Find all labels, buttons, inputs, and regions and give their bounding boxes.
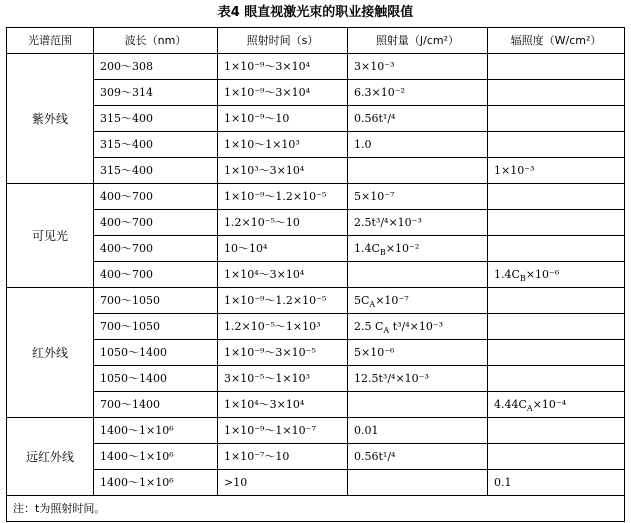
table-row bbox=[7, 392, 625, 418]
irradiance-cell bbox=[488, 106, 625, 132]
exposure-limits-table bbox=[6, 27, 625, 522]
exposure-time-cell: 1×10³～3×10⁴ bbox=[218, 158, 348, 184]
wavelength-cell: 309～314 bbox=[94, 80, 218, 106]
table-body bbox=[7, 54, 625, 496]
radiant-exposure-cell: 0.01 bbox=[348, 418, 488, 444]
irradiance-cell bbox=[488, 314, 625, 340]
exposure-time-cell: 1×10⁻⁹～3×10⁴ bbox=[218, 54, 348, 80]
table-row bbox=[7, 210, 625, 236]
header-row bbox=[7, 28, 625, 54]
radiant-exposure-cell: 0.56t¹/⁴ bbox=[348, 106, 488, 132]
table-title: 表4 眼直视激光束的职业接触限值 bbox=[217, 5, 414, 20]
exposure-time-cell: 1×10⁻⁷～10 bbox=[218, 444, 348, 470]
header-radiant-exposure: 照射量（J/cm²） bbox=[348, 28, 488, 54]
table-row bbox=[7, 262, 625, 288]
wavelength-cell: 315～400 bbox=[94, 132, 218, 158]
radiant-exposure-cell: 1.0 bbox=[348, 132, 488, 158]
table-row bbox=[7, 236, 625, 262]
exposure-time-cell: 1.2×10⁻⁵～1×10³ bbox=[218, 314, 348, 340]
spectrum-category-cell: 红外线 bbox=[7, 288, 94, 418]
table-row bbox=[7, 470, 625, 496]
exposure-time-cell: 1.2×10⁻⁵～10 bbox=[218, 210, 348, 236]
radiant-exposure-cell bbox=[348, 470, 488, 496]
header-wavelength: 波长（nm） bbox=[94, 28, 218, 54]
irradiance-cell bbox=[488, 366, 625, 392]
exposure-time-cell: 1×10⁻⁹～1.2×10⁻⁵ bbox=[218, 288, 348, 314]
radiant-exposure-cell: 12.5t³/⁴×10⁻³ bbox=[348, 366, 488, 392]
wavelength-cell: 700～1050 bbox=[94, 288, 218, 314]
table-row bbox=[7, 314, 625, 340]
wavelength-cell: 315～400 bbox=[94, 158, 218, 184]
wavelength-cell: 400～700 bbox=[94, 184, 218, 210]
exposure-time-cell: 1×10⁴～3×10⁴ bbox=[218, 392, 348, 418]
irradiance-cell bbox=[488, 418, 625, 444]
wavelength-cell: 1400～1×10⁶ bbox=[94, 418, 218, 444]
exposure-time-cell: 1×10⁻⁹～1.2×10⁻⁵ bbox=[218, 184, 348, 210]
exposure-time-cell: 1×10～1×10³ bbox=[218, 132, 348, 158]
table-row bbox=[7, 418, 625, 444]
irradiance-cell bbox=[488, 236, 625, 262]
radiant-exposure-cell: $1.4C_B\times 10^{-2}$ bbox=[348, 236, 488, 262]
exposure-time-cell: 1×10⁻⁹～3×10⁴ bbox=[218, 80, 348, 106]
table-row bbox=[7, 106, 625, 132]
radiant-exposure-cell bbox=[348, 158, 488, 184]
irradiance-cell bbox=[488, 444, 625, 470]
wavelength-cell: 700～1400 bbox=[94, 392, 218, 418]
table-row bbox=[7, 366, 625, 392]
irradiance-cell: 1×10⁻³ bbox=[488, 158, 625, 184]
exposure-time-cell: 1×10⁴～3×10⁴ bbox=[218, 262, 348, 288]
wavelength-cell: 1050～1400 bbox=[94, 366, 218, 392]
wavelength-cell: 1050～1400 bbox=[94, 340, 218, 366]
irradiance-cell bbox=[488, 340, 625, 366]
radiant-exposure-cell bbox=[348, 262, 488, 288]
irradiance-cell bbox=[488, 132, 625, 158]
radiant-exposure-cell: 2.5t³/⁴×10⁻³ bbox=[348, 210, 488, 236]
irradiance-cell: $4.44C_A\times 10^{-4}$ bbox=[488, 392, 625, 418]
exposure-time-cell: 1×10⁻⁹～10 bbox=[218, 106, 348, 132]
radiant-exposure-cell: $5C_A\times 10^{-7}$ bbox=[348, 288, 488, 314]
irradiance-cell: $1.4C_B\times 10^{-6}$ bbox=[488, 262, 625, 288]
exposure-time-cell: 1×10⁻⁹～3×10⁻⁵ bbox=[218, 340, 348, 366]
table-row bbox=[7, 80, 625, 106]
irradiance-cell bbox=[488, 184, 625, 210]
spectrum-category-cell: 远红外线 bbox=[7, 418, 94, 496]
exposure-time-cell: >10 bbox=[218, 470, 348, 496]
wavelength-cell: 400～700 bbox=[94, 262, 218, 288]
wavelength-cell: 1400～1×10⁶ bbox=[94, 444, 218, 470]
wavelength-cell: 200～308 bbox=[94, 54, 218, 80]
wavelength-cell: 700～1050 bbox=[94, 314, 218, 340]
radiant-exposure-cell: 5×10⁻⁶ bbox=[348, 340, 488, 366]
irradiance-cell: 0.1 bbox=[488, 470, 625, 496]
spectrum-category-cell: 紫外线 bbox=[7, 54, 94, 184]
irradiance-cell bbox=[488, 80, 625, 106]
table-row bbox=[7, 54, 625, 80]
table-row bbox=[7, 288, 625, 314]
table-row bbox=[7, 158, 625, 184]
spectrum-category-cell: 可见光 bbox=[7, 184, 94, 288]
irradiance-cell bbox=[488, 288, 625, 314]
irradiance-cell bbox=[488, 210, 625, 236]
table-row bbox=[7, 132, 625, 158]
radiant-exposure-cell bbox=[348, 392, 488, 418]
wavelength-cell: 315～400 bbox=[94, 106, 218, 132]
exposure-time-cell: 3×10⁻⁵～1×10³ bbox=[218, 366, 348, 392]
note-row bbox=[7, 496, 625, 522]
radiant-exposure-cell: 3×10⁻³ bbox=[348, 54, 488, 80]
header-exposure-time: 照射时间（s） bbox=[218, 28, 348, 54]
radiant-exposure-cell: 6.3×10⁻² bbox=[348, 80, 488, 106]
table-row bbox=[7, 340, 625, 366]
wavelength-cell: 1400～1×10⁶ bbox=[94, 470, 218, 496]
radiant-exposure-cell: 2.5 $C_A$ t³/⁴×10⁻³ bbox=[348, 314, 488, 340]
table-note: 注：t为照射时间。 bbox=[7, 496, 625, 522]
header-spectrum-range: 光谱范围 bbox=[7, 28, 94, 54]
wavelength-cell: 400～700 bbox=[94, 210, 218, 236]
header-irradiance: 辐照度（W/cm²） bbox=[488, 28, 625, 54]
wavelength-cell: 400～700 bbox=[94, 236, 218, 262]
exposure-time-cell: 10～10⁴ bbox=[218, 236, 348, 262]
irradiance-cell bbox=[488, 54, 625, 80]
table-row bbox=[7, 184, 625, 210]
exposure-time-cell: 1×10⁻⁹～1×10⁻⁷ bbox=[218, 418, 348, 444]
radiant-exposure-cell: 5×10⁻⁷ bbox=[348, 184, 488, 210]
table-row bbox=[7, 444, 625, 470]
radiant-exposure-cell: 0.56t¹/⁴ bbox=[348, 444, 488, 470]
